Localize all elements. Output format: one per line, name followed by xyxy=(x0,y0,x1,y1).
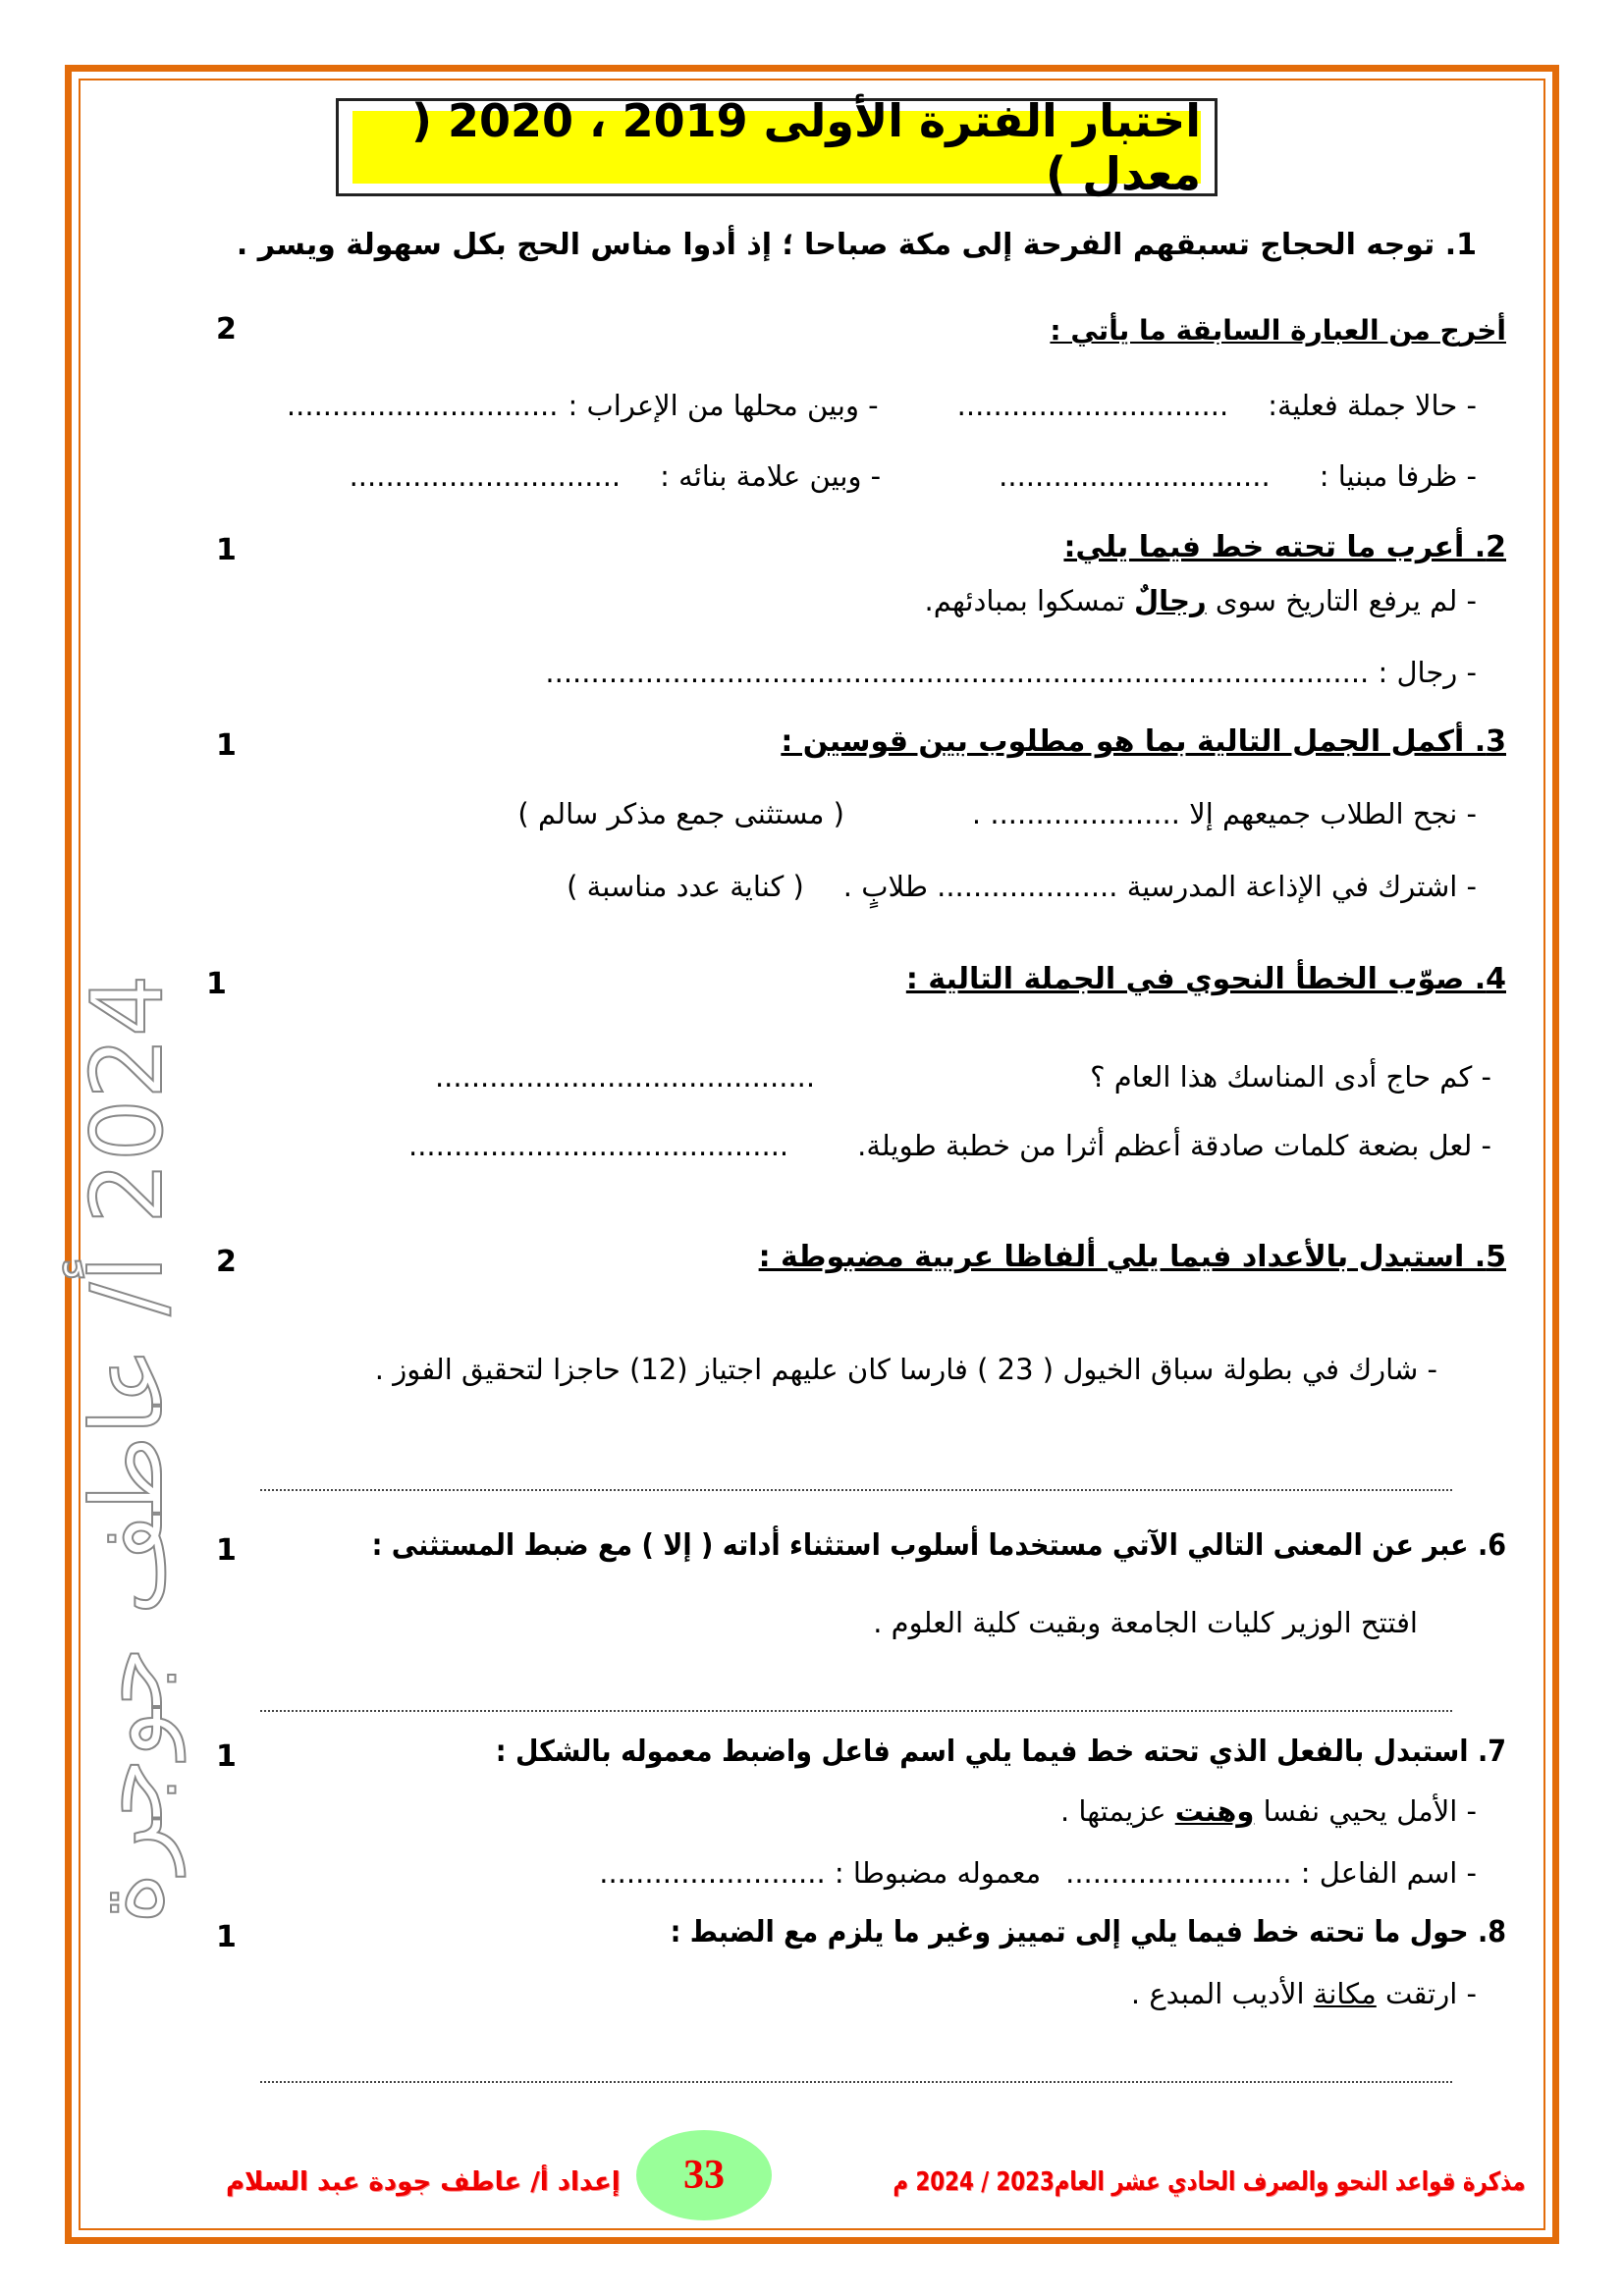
q6-mark: 1 xyxy=(216,1533,237,1568)
q3-a-hint: ( مستثنى جمع مذكر سالم ) xyxy=(517,797,844,830)
q3-mark: 1 xyxy=(216,728,237,763)
q1-a2-blank[interactable]: .............................. xyxy=(286,389,559,422)
q4-b-blank[interactable]: .......................................... xyxy=(407,1129,789,1162)
q1-a-label: - حالا جملة فعلية: xyxy=(1268,389,1477,422)
q4-b-text: - لعل بضعة كلمات صادقة أعظم أثرا من خطبة طويلة. xyxy=(857,1129,1491,1162)
footer xyxy=(226,2150,1526,2218)
q3-title: 3. أكمل الجمل التالية بما هو مطلوب بين قوسين : xyxy=(781,724,1506,759)
q1-text: 1. توجه الحجاج تسبقهم الفرحة إلى مكة صباحا ؛ إذ أدوا مناس الحج بكل سهولة ويسر . xyxy=(236,228,1477,262)
q6-answer-line[interactable] xyxy=(260,1710,1452,1712)
q7-mark: 1 xyxy=(216,1739,237,1774)
q1-instruction: أخرج من العبارة السابقة ما يأتي : xyxy=(1050,314,1506,347)
q5-mark: 2 xyxy=(216,1245,237,1279)
q8-text: - ارتقت xyxy=(1376,1977,1477,2010)
q8-underlined: مكانة xyxy=(1313,1977,1377,2010)
q1-b xyxy=(167,459,1477,493)
q2-answer-blank[interactable]: ........................................................................................... xyxy=(545,656,1370,689)
q3-b xyxy=(167,870,1477,903)
q5-a: - شارك في بطولة سباق الخيول ( 23 ) فارسا كان عليهم اجتياز (12) حاجزا لتحقيق الفوز . xyxy=(374,1353,1437,1386)
footer-author: إعداد أ/ عاطف جودة عبد السلام xyxy=(226,2167,621,2197)
watermark: 2024 أ/ عاطف جوجرة xyxy=(70,974,185,1924)
q1-b-label: - ظرفا مبنيا : xyxy=(1319,459,1477,493)
q2-answer xyxy=(167,656,1477,689)
q2-underlined: رجالٌ xyxy=(1134,584,1207,617)
title-box xyxy=(336,94,1218,200)
footer-title: مذكرة قواعد النحو والصرف الحادي عشر العام2023 / 2024 م xyxy=(893,2167,1526,2197)
q7-b[interactable]: معموله مضبوطا : ......................... xyxy=(599,1856,1042,1890)
q1-b2-label: - وبين علامة بنائه : xyxy=(660,459,882,493)
q7-text: - الأمل يحيي نفسا xyxy=(1254,1794,1477,1828)
page-number: 33 xyxy=(636,2130,772,2220)
q8-sentence xyxy=(167,1977,1477,2010)
q7-sentence xyxy=(167,1794,1477,1828)
q5-title: 5. استبدل بالأعداد فيما يلي ألفاظا عربية مضبوطة : xyxy=(758,1240,1506,1274)
q2-text-end: تمسكوا بمبادئهم. xyxy=(924,584,1135,617)
q1-a2-label: - وبين محلها من الإعراب : xyxy=(568,389,879,422)
page-title: اختبار الفترة الأولى 2019 ، 2020 ( معدل ) xyxy=(352,111,1201,184)
q4-title: 4. صوّب الخطأ النحوي في الجملة التالية : xyxy=(905,962,1506,996)
q8-answer-line[interactable] xyxy=(260,2081,1452,2083)
q1-a-blank[interactable]: .............................. xyxy=(956,389,1229,422)
q7-text-end: عزيمتها . xyxy=(1059,1794,1175,1828)
q1-b-blank[interactable]: .............................. xyxy=(999,459,1271,493)
q6-title: 6. عبر عن المعنى التالي الآتي مستخدما أسلوب استثناء أداته ( إلا ) مع ضبط المستثنى : xyxy=(371,1528,1506,1563)
q8-mark: 1 xyxy=(216,1920,237,1954)
q2-text: - لم يرفع التاريخ سوى xyxy=(1206,584,1477,617)
q2-title: 2. أعرب ما تحته خط فيما يلي: xyxy=(1063,530,1506,564)
q7-answer xyxy=(167,1856,1477,1890)
q3-b-hint: ( كناية عدد مناسبة ) xyxy=(567,870,804,903)
q2-mark: 1 xyxy=(216,533,237,567)
q3-a-text: - نجح الطلاب جميعهم إلا ..................... . xyxy=(971,797,1477,830)
q5-answer-line[interactable] xyxy=(260,1489,1452,1491)
q7-underlined: وهنت xyxy=(1174,1794,1255,1828)
q4-a-text: - كم حاج أدى المناسك هذا العام ؟ xyxy=(1090,1060,1491,1094)
q2-sentence xyxy=(167,584,1477,617)
q3-a xyxy=(167,797,1477,830)
q2-answer-label: - رجال : xyxy=(1378,656,1477,689)
q8-title: 8. حول ما تحته خط فيما يلي إلى تمييز وغير ما يلزم مع الضبط : xyxy=(670,1915,1506,1949)
q6-a: افتتح الوزير كليات الجامعة وبقيت كلية العلوم . xyxy=(873,1606,1418,1639)
q3-b-text: - اشترك في الإذاعة المدرسية .................... طلابٍ . xyxy=(842,870,1477,903)
q4-mark: 1 xyxy=(206,967,227,1001)
q7-title: 7. استبدل بالفعل الذي تحته خط فيما يلي اسم فاعل واضبط معموله بالشكل : xyxy=(495,1735,1506,1769)
q1-a xyxy=(167,389,1477,422)
q4-a-blank[interactable]: .......................................... xyxy=(434,1060,816,1094)
q1-mark: 2 xyxy=(216,312,237,347)
q7-a[interactable]: - اسم الفاعل : ......................... xyxy=(1065,1856,1477,1890)
q8-text-end: الأديب المبدع . xyxy=(1130,1977,1314,2010)
q4-b xyxy=(167,1129,1491,1162)
q1-b2-blank[interactable]: .............................. xyxy=(349,459,622,493)
q4-a xyxy=(167,1060,1491,1094)
